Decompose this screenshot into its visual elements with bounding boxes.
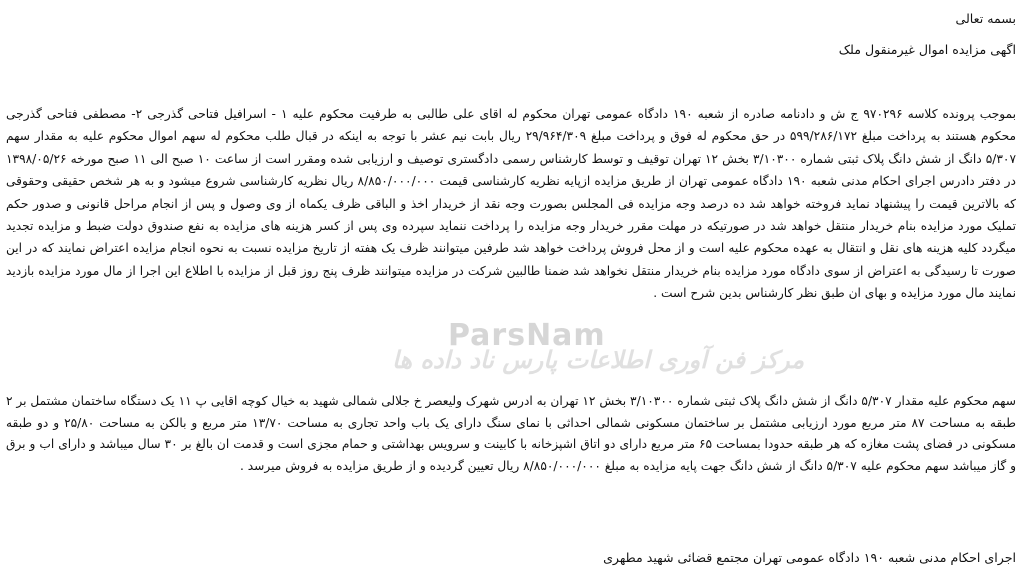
parsnamad-watermark-caption: مرکز فن آوری اطلاعات پارس ناد داده ها <box>392 346 805 374</box>
invocation-heading: بسمه تعالی <box>955 11 1016 26</box>
parsnamad-watermark-logo: ParsNam <box>448 318 606 353</box>
notice-title: اگهی مزایده اموال غیرمنقول ملک <box>838 42 1016 57</box>
property-description-paragraph: سهم محکوم علیه مقدار ۵/۳۰۷ دانگ از شش دانگ پلاک ثبتی شماره ۳/۱۰۳۰۰ بخش ۱۲ تهران به ادرس شهرک ولیعصر خ جلالی شمالی شهید به خیال کوچه اقایی پ ۱۱ یک دستگاه ساختمان مشتمل بر ۲ طبقه به مساحت ۸۷ متر مربع مورد ارزیابی مشتمل بر ساختمان مسکونی شمالی احداثی با نمای سنگ دارای یک باب واحد تجاری به مساحت ۱۳/۷۰ متر مربع و بالکن به مساحت ۲۵/۸۰ و دو طبقه مسکونی در فضای پشت مغازه که هر طبقه حدودا بمساحت ۶۵ متر مربع دارای دو اتاق اشپزخانه با کابینت و سرویس بهداشتی و حمام مجزی است و قدمت ان بالغ بر ۳۰ سال میباشد و دارای اب و برق و گاز میباشد سهم محکوم علیه ۵/۳۰۷ دانگ از شش دانگ جهت پایه مزایده به مبلغ ۸/۸۵۰/۰۰۰/۰۰۰ ریال تعیین گردیده و از طریق مزایده به فروش میرسد . <box>6 394 1017 473</box>
issuer-signature-line: اجرای احکام مدنی شعبه ۱۹۰ دادگاه عمومی تهران مجتمع قضائی شهید مطهری <box>603 550 1016 565</box>
notice-paragraph-main: بموجب پرونده کلاسه ۹۷۰۲۹۶ ج ش و دادنامه صادره از شعبه ۱۹۰ دادگاه عمومی تهران محکوم له اقای علی طالبی به طرفیت محکوم علیه ۱ - اسرافیل فتاحی گذرجی ۲- مصطفی فتاحی گذرجی محکوم هستند به پرداخت مبلغ ۵۹۹/۲۸۶/۱۷۲ در حق محکوم له فوق و پرداخت مبلغ ۲۹/۹۶۴/۳۰۹ ریال بابت نیم عشر با توجه به اینکه در قبال طلب محکوم له سهم اموال محکوم علیه به مقدار سهم ۵/۳۰۷ دانگ از شش دانگ پلاک ثبتی شماره ۳/۱۰۳۰۰ بخش ۱۲ تهران توقیف و توسط کارشناس رسمی دادگستری توصیف و ارزیابی شده ومقرر است از ساعت ۱۰ صبح الی ۱۱ صبح مورخه ۱۳۹۸/۰۵/۲۶ در دفتر دادرس اجرای احکام مدنی شعبه ۱۹۰ دادگاه عمومی تهران از طریق مزایده ازپایه نظریه کارشناسی قیمت ۸/۸۵۰/۰۰۰/۰۰۰ ریال نظریه کارشناسی شروع میشود و به هر شخص حقیقی وحقوقی که بالاترین قیمت را پیشنهاد نماید فروخته خواهد شد ده درصد وجه مزایده فی المجلس بصورت وجه نقد از خریدار اخذ و الباقی ظرف یکماه از وی وصول و پس از انجام مراحل قانونی و صدور حکم تملیک مورد مزایده بنام خریدار منتقل خواهد شد در صورتیکه در مهلت مقرر خریدار وجه مزایده را پرداخت ننماید سپرده وی پس از کسر هزینه های مزایده به نفع صندوق دولت ضبط و مزایده تجدید میگردد کلیه هزینه های نقل و انتقال به عهده محکوم علیه است و از محل فروش پرداخت خواهد شد طرفین میتوانند ظرف یک هفته از تاریخ مزایده نسبت به نحوه انجام مزایده اعتراض نمایند که در این صورت تا رسیدگی به اعتراض از سوی دادگاه مورد مزایده بنام خریدار منتقل نخواهد شد ضمنا طالبین شرکت در مزایده میتوانند ظرف پنج روز قبل از مزایده با اطلاع این اجرا از مال مورد مزایده بازدید نمایند مال مورد مزایده و بهای ان طبق نظر کارشناس بدین شرح است . <box>6 107 1017 301</box>
